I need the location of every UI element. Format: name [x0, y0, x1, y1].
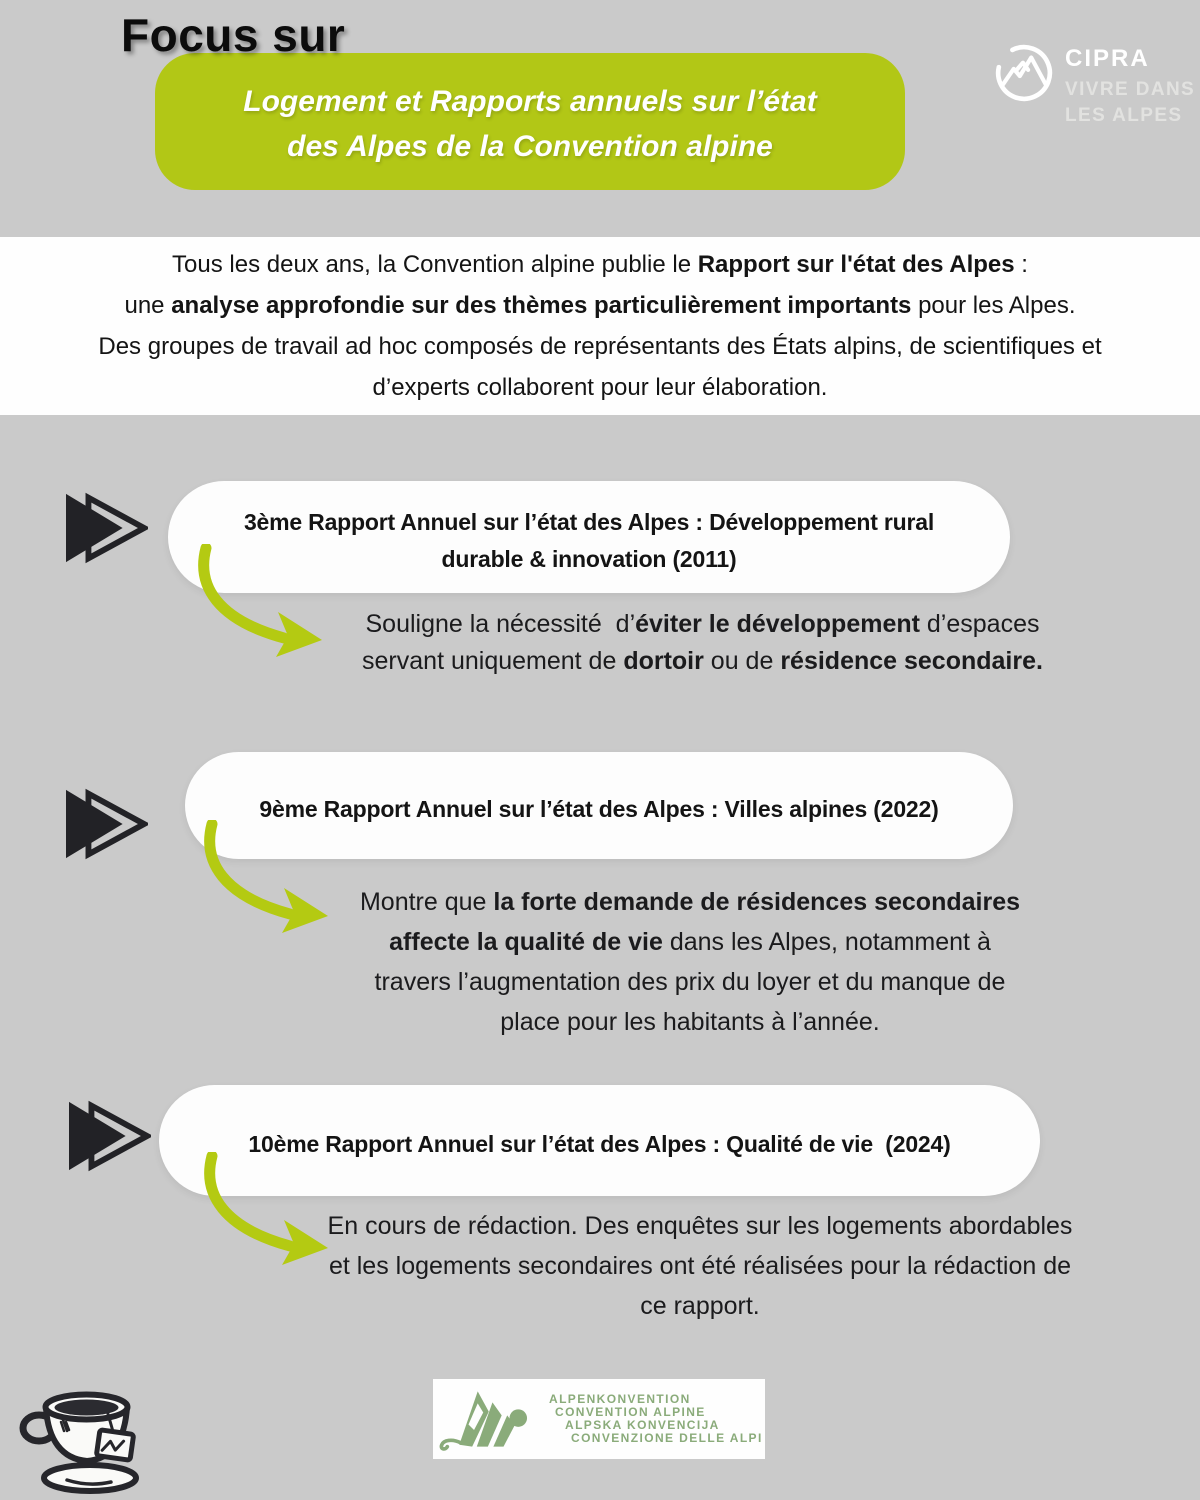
header-title-pill	[155, 53, 905, 190]
alpine-name-sl: ALPSKA KONVENCIJA	[565, 1418, 720, 1432]
alpine-name-it: CONVENZIONE DELLE ALPI	[571, 1431, 763, 1445]
fast-forward-icon	[66, 492, 148, 564]
report-description: Montre que la forte demande de résidences secondaires affecte la qualité de vie dans les Alpes, notamment à travers l’augmentation des prix du loyer et du manque de place pour les habitants à l’année.	[359, 888, 1021, 1036]
cipra-mountain-icon	[993, 42, 1055, 104]
alpine-name-fr: CONVENTION ALPINE	[555, 1405, 706, 1419]
report-description: Souligne la nécessité d’éviter le développement d’espaces servant uniquement de dortoir ou de résidence secondaire.	[362, 610, 1043, 675]
cipra-logo	[993, 42, 1195, 129]
green-curved-arrow-icon	[198, 820, 338, 935]
cipra-text	[1065, 42, 1195, 129]
report-title: 3ème Rapport Annuel sur l’état des Alpes : Développement rural durable & innovation (2011)	[243, 509, 935, 572]
fast-forward-icon	[69, 1100, 151, 1172]
cipra-tagline: VIVRE DANS LES ALPES	[1065, 79, 1196, 126]
focus-sur-heading: Focus sur	[121, 9, 346, 61]
report-description: En cours de rédaction. Des enquêtes sur les logements abordables et les logements secondaires ont été réalisées pour la rédaction de ce rapport.	[327, 1212, 1073, 1320]
report-title: 10ème Rapport Annuel sur l’état des Alpes : Qualité de vie (2024)	[248, 1131, 951, 1157]
green-curved-arrow-icon	[192, 544, 332, 659]
alpine-name-de: ALPENKONVENTION	[549, 1392, 691, 1406]
cipra-wordmark: CIPRA	[1065, 45, 1150, 72]
header-title: Logement et Rapports annuels sur l’état des Alpes de la Convention alpine	[243, 84, 817, 163]
intro-band	[0, 237, 1200, 415]
alpine-convention-names	[549, 1393, 763, 1445]
green-curved-arrow-icon	[198, 1152, 338, 1267]
fast-forward-icon	[66, 788, 148, 860]
teacup-illustration	[15, 1362, 165, 1500]
report-title: 9ème Rapport Annuel sur l’état des Alpes : Villes alpines (2022)	[259, 796, 939, 822]
alpine-convention-mountain-icon	[439, 1387, 545, 1451]
alpine-convention-logo	[433, 1379, 765, 1459]
intro-paragraph: Tous les deux ans, la Convention alpine publie le Rapport sur l'état des Alpes : une analyse approfondie sur des thèmes particulièrement importants pour les Alpes. Des groupes de travail ad hoc composés de représentants des États alpins, de scientifiques et d’experts collaborent pour leur élaboration.	[98, 251, 1102, 401]
